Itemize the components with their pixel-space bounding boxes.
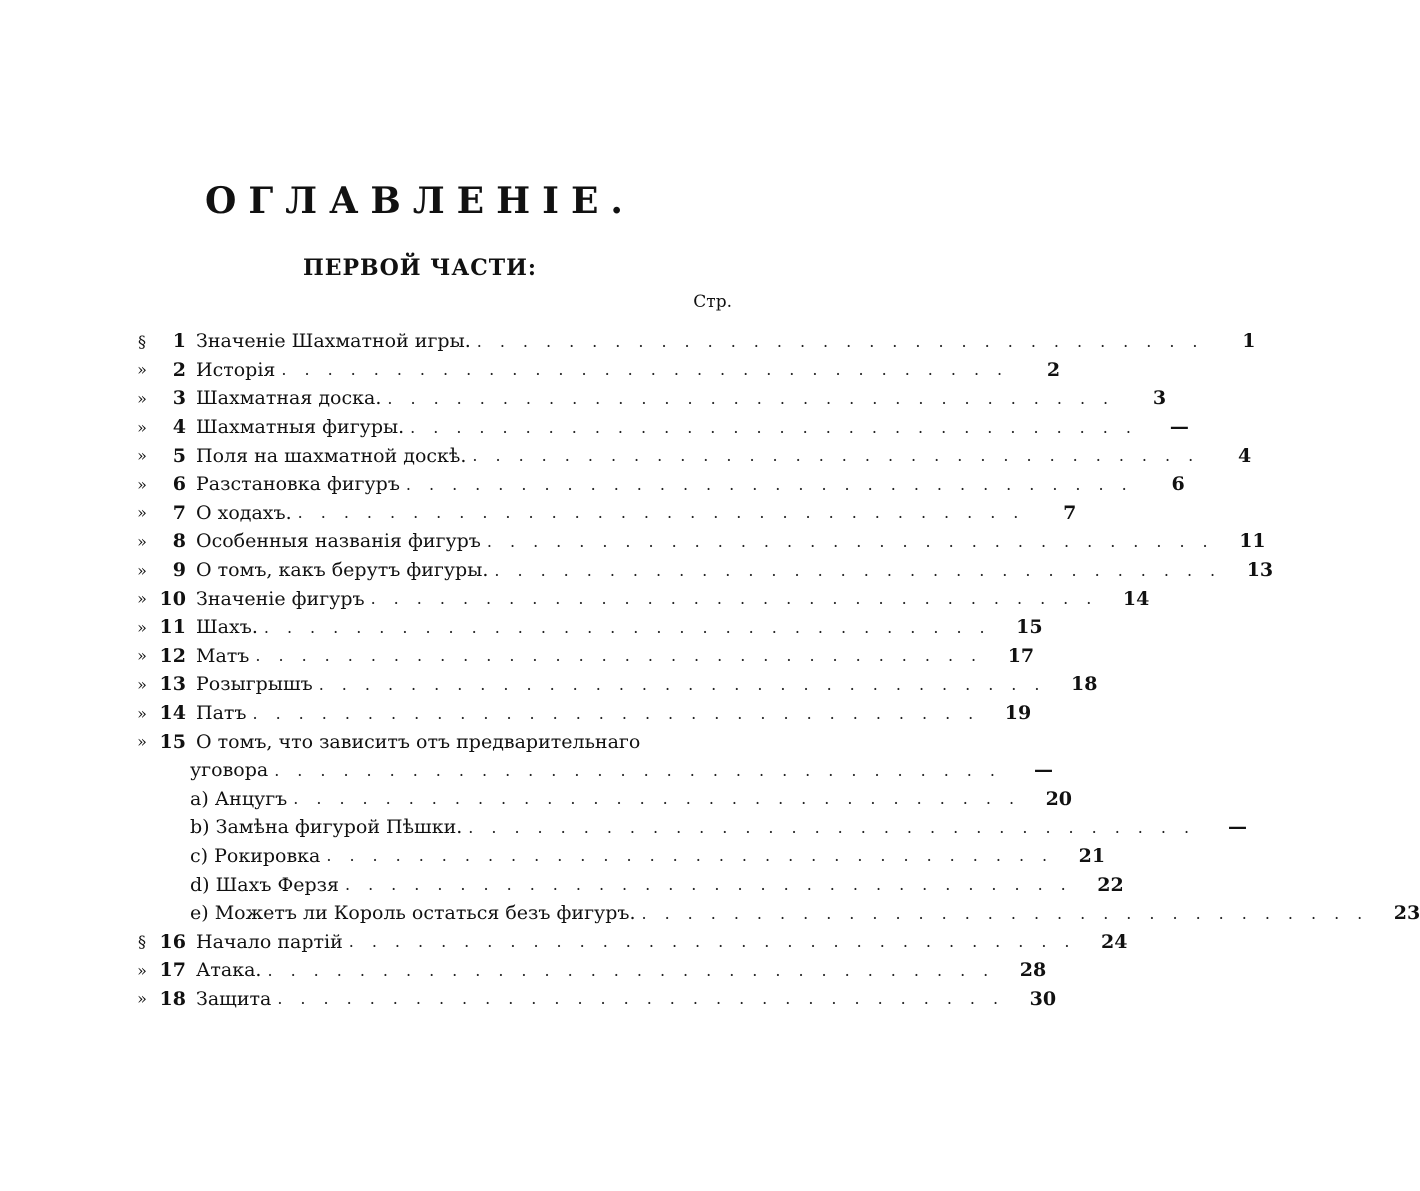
entry-title: e) Можетъ ли Король остаться безъ фигуръ.	[190, 902, 636, 925]
section-mark: »	[137, 531, 147, 551]
dot-leader: ................................	[472, 446, 1212, 466]
page-number: 20	[1045, 787, 1073, 810]
section-mark: »	[137, 446, 147, 466]
entry-number: 12	[159, 644, 186, 667]
toc-entry	[128, 556, 1274, 585]
dot-leader: ................................	[468, 817, 1208, 837]
page-number: 3	[1152, 387, 1167, 410]
section-mark: »	[137, 674, 147, 694]
entry-title: Особенныя названія фигуръ	[196, 530, 481, 553]
entry-number: 2	[172, 358, 186, 381]
dot-leader: ................................	[281, 360, 1021, 380]
entry-number: 1	[172, 330, 186, 353]
toc-entry	[128, 899, 1420, 928]
toc-entry	[128, 384, 1167, 413]
entry-title-wrap	[190, 788, 1032, 810]
toc-entry	[128, 927, 1128, 956]
toc-entry	[128, 727, 748, 756]
entry-title: Разстановка фигуръ	[196, 473, 400, 496]
toc-entry	[128, 499, 1077, 528]
entry-title: О томъ, какъ берутъ фигуры.	[196, 559, 489, 582]
entry-title-wrap	[196, 502, 1036, 524]
entry-title: Защита	[196, 987, 272, 1010]
entry-number: 18	[159, 987, 186, 1010]
page-number: 28	[1019, 959, 1047, 982]
section-mark: »	[137, 617, 147, 637]
entry-title-wrap	[196, 559, 1233, 581]
entry-number: 10	[159, 587, 186, 610]
page-number: 24	[1101, 930, 1128, 953]
entry-title: Поля на шахматной доскѣ.	[196, 444, 467, 467]
entry-title: Значеніе Шахматной игры.	[196, 330, 471, 353]
toc-entry	[128, 670, 1098, 699]
toc-entry	[128, 756, 1053, 785]
entry-title: Шахъ.	[196, 616, 258, 639]
section-mark: »	[137, 589, 147, 609]
toc-entry	[128, 470, 1185, 499]
entry-title: Значеніе фигуръ	[196, 587, 365, 610]
toc-entry	[128, 327, 1256, 356]
dot-leader: ................................	[318, 674, 1058, 694]
section-mark: »	[137, 417, 147, 437]
toc-entry	[128, 956, 1047, 985]
entry-number: 11	[159, 616, 186, 639]
page-number: 22	[1097, 873, 1124, 896]
dot-leader: ................................	[486, 531, 1226, 551]
entry-number: 17	[159, 959, 186, 982]
dot-leader: ................................	[267, 960, 1007, 980]
page-number: —	[1033, 759, 1053, 782]
entry-title: Шахматныя фигуры.	[196, 416, 405, 439]
page-number: 15	[1016, 616, 1043, 639]
section-subtitle: ПЕРВОЙ ЧАСТИ:	[302, 255, 538, 281]
page-number: 2	[1046, 358, 1061, 381]
entry-title-wrap	[196, 731, 708, 753]
entry-number: 9	[172, 559, 186, 582]
entry-title-wrap	[196, 473, 1145, 495]
dot-leader: ................................	[494, 560, 1234, 580]
page-number: 6	[1171, 473, 1185, 496]
page-number: 21	[1078, 844, 1106, 867]
page-number: 14	[1122, 587, 1150, 610]
page-number: 18	[1071, 673, 1098, 696]
entry-title: уговора	[190, 759, 269, 782]
entry-title-wrap	[196, 416, 1149, 438]
toc-entry	[128, 699, 1032, 728]
entry-number: 3	[172, 387, 186, 410]
section-mark: §	[138, 932, 146, 952]
entry-title: Патъ	[196, 702, 247, 725]
entry-number: 7	[172, 501, 186, 524]
section-mark: »	[137, 503, 147, 523]
section-mark: »	[137, 474, 147, 494]
page-number: 19	[1004, 702, 1032, 725]
toc-entry	[128, 785, 1073, 814]
entry-title: Шахматная доска.	[196, 387, 382, 410]
dot-leader: ................................	[348, 932, 1088, 952]
page-number: 1	[1242, 330, 1256, 353]
entry-title: Матъ	[196, 644, 250, 667]
toc-entry	[128, 584, 1150, 613]
section-mark: »	[137, 703, 147, 723]
toc-entry	[128, 413, 1189, 442]
entry-title-wrap	[196, 359, 1020, 381]
entry-title: d) Шахъ Ферзя	[190, 873, 339, 896]
entry-title-wrap	[196, 931, 1088, 953]
section-mark: »	[137, 388, 147, 408]
page-number: —	[1228, 816, 1248, 839]
entry-title-wrap	[196, 330, 1216, 352]
dot-leader: ................................	[293, 789, 1033, 809]
dot-leader: ................................	[476, 331, 1216, 351]
entry-title-wrap	[196, 588, 1109, 610]
page-number: 13	[1246, 559, 1274, 582]
entry-title-wrap	[196, 702, 991, 724]
entry-title-wrap	[196, 645, 994, 667]
page-number: 4	[1237, 444, 1252, 467]
entry-number: 4	[172, 416, 186, 439]
toc-entry	[128, 356, 1061, 385]
section-mark: §	[138, 331, 146, 351]
dot-leader: ................................	[255, 646, 995, 666]
dot-leader: ................................	[274, 760, 1013, 780]
page-number: 11	[1239, 530, 1266, 553]
page-number: 23	[1393, 902, 1420, 925]
table-of-contents	[128, 327, 1420, 1013]
entry-title-wrap	[190, 816, 1207, 838]
entry-number: 5	[172, 444, 186, 467]
toc-entry	[128, 813, 1248, 842]
toc-entry	[128, 842, 1106, 871]
entry-number: 13	[159, 673, 186, 696]
dot-leader: ................................	[370, 589, 1110, 609]
entry-number: 8	[172, 530, 186, 553]
dot-leader: ................................	[326, 846, 1066, 866]
dot-leader: ................................	[405, 474, 1145, 494]
dot-leader: ................................	[410, 417, 1149, 437]
entry-number: 15	[159, 730, 186, 753]
toc-entry	[128, 527, 1266, 556]
entry-title: b) Замѣна фигурой Пѣшки.	[190, 816, 463, 839]
entry-title-wrap	[190, 874, 1084, 896]
entry-title: a) Анцугъ	[190, 787, 288, 810]
entry-title-wrap	[196, 959, 1006, 981]
page-number: 17	[1007, 644, 1035, 667]
entry-number: 14	[159, 702, 186, 725]
section-mark: »	[137, 646, 147, 666]
entry-title-wrap	[196, 387, 1126, 409]
entry-title: Исторія	[196, 358, 276, 381]
dot-leader: ................................	[277, 989, 1017, 1009]
toc-entry	[128, 613, 1043, 642]
section-mark: »	[137, 960, 147, 980]
entry-title: О томъ, что зависитъ отъ предварительнаго	[196, 730, 641, 753]
entry-title-wrap	[190, 759, 1013, 781]
entry-title-wrap	[196, 530, 1226, 552]
toc-entry	[128, 985, 1057, 1014]
page-column-header: Стр.	[693, 292, 732, 312]
page-number: 7	[1063, 501, 1077, 524]
entry-title-wrap	[190, 902, 1380, 924]
toc-entry	[128, 441, 1252, 470]
section-mark: »	[137, 989, 147, 1009]
dot-leader: ................................	[263, 617, 1003, 637]
toc-entry	[128, 642, 1035, 671]
entry-title-wrap	[196, 988, 1016, 1010]
entry-title-wrap	[196, 673, 1057, 695]
entry-title: c) Рокировка	[190, 844, 321, 867]
entry-number: 6	[172, 473, 186, 496]
page-number: —	[1169, 416, 1189, 439]
entry-title-wrap	[196, 616, 1003, 638]
entry-title-wrap	[196, 445, 1211, 467]
toc-entry	[128, 870, 1124, 899]
dot-leader: ................................	[345, 875, 1084, 895]
entry-title: Розыгрышъ	[196, 673, 313, 696]
page-title: ОГЛАВЛЕНІЕ.	[205, 180, 635, 222]
dot-leader: ................................	[297, 503, 1037, 523]
dot-leader: ................................	[387, 388, 1127, 408]
dot-leader: ................................	[252, 703, 992, 723]
entry-title: О ходахъ.	[196, 501, 292, 524]
dot-leader: ................................	[641, 903, 1381, 923]
section-mark: »	[137, 732, 147, 752]
section-mark: »	[137, 560, 147, 580]
entry-number: 16	[159, 930, 186, 953]
entry-title: Начало партій	[196, 930, 343, 953]
page-number: 30	[1029, 987, 1057, 1010]
entry-title: Атака.	[196, 959, 262, 982]
section-mark: »	[137, 360, 147, 380]
entry-title-wrap	[190, 845, 1065, 867]
